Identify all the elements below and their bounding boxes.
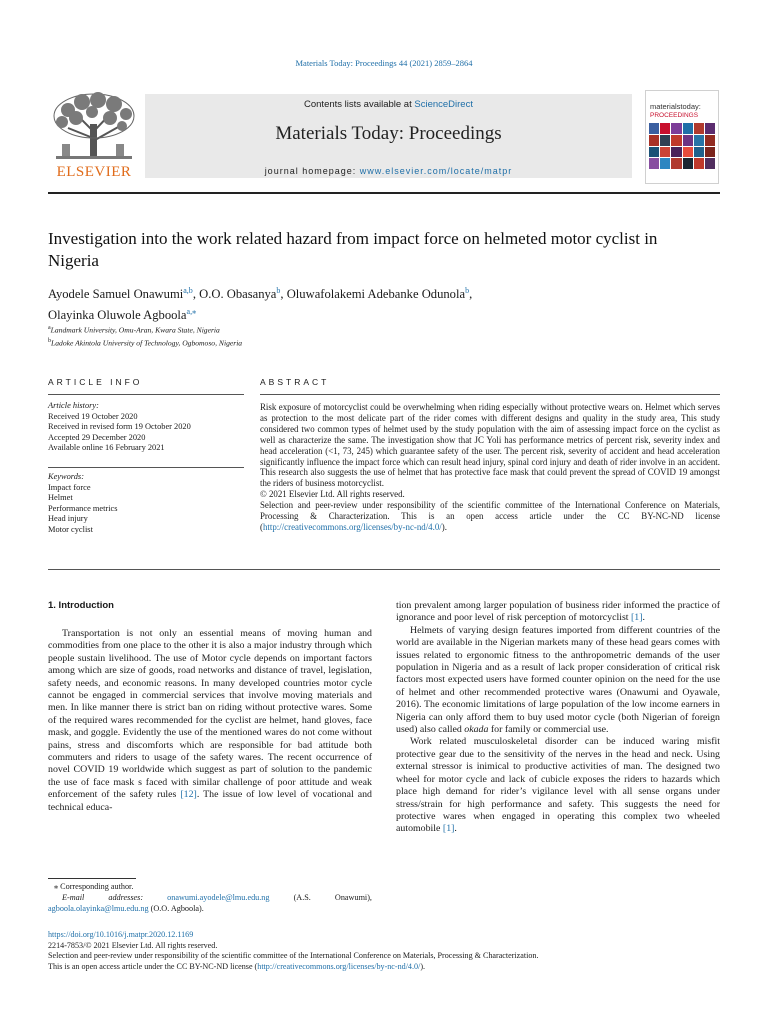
journal-cover-thumbnail[interactable] bbox=[645, 90, 719, 184]
contents-line bbox=[145, 99, 632, 110]
affiliation-line bbox=[48, 336, 648, 349]
author-affiliation-marker[interactable]: a,⁎ bbox=[186, 307, 197, 317]
corresponding-author-note: ⁎ Corresponding author. bbox=[54, 882, 134, 891]
intro-paragraph-continued bbox=[396, 600, 720, 625]
affiliation-line bbox=[48, 323, 648, 336]
author-separator: , bbox=[280, 287, 287, 302]
email-owner: (O.O. Agboola). bbox=[148, 903, 204, 913]
paragraph-text: . bbox=[454, 823, 457, 835]
journal-citation[interactable]: Materials Today: Proceedings 44 (2021) 2859–2864 bbox=[295, 58, 473, 68]
open-access-line bbox=[48, 962, 728, 973]
license-link[interactable]: http://creativecommons.org/licenses/by-nc-nd/4.0/ bbox=[262, 521, 442, 532]
affiliation-text: Ladoke Akintola University of Technology, Ogbomoso, Nigeria bbox=[51, 338, 243, 348]
history-entry: Accepted 29 December 2020 bbox=[48, 432, 146, 442]
email-link-2[interactable]: agboola.olayinka@lmu.edu.ng bbox=[48, 903, 149, 913]
info-rule bbox=[48, 394, 244, 395]
abstract-heading: ABSTRACT bbox=[260, 377, 330, 387]
intro-paragraph-1 bbox=[48, 628, 372, 814]
left-column bbox=[48, 628, 372, 814]
paragraph-text: Helmets of varying design features imported from different countries of the world are available in the Nigerian markets many of these head gears comes with issues related to ergonomic fitness to the anthropometric demands of the user population in Nigeria and as a result of lack proper consideration of critical risk factors most expected users have formed counter opinion on the need for the use of helmet and other recommended protective wares (Onawumi and Oyawale, 2016). The economic limitations of large population of the low income earners in Nigeria can only afford them to buy used motor cycle (both Nigerian of foreign used) also called bbox=[396, 624, 720, 736]
oa-suffix: ). bbox=[420, 962, 426, 972]
history-entry: Received 19 October 2020 bbox=[48, 411, 138, 421]
email-addresses bbox=[48, 893, 372, 915]
journal-header bbox=[48, 90, 720, 186]
paragraph-text: for family or commercial use. bbox=[488, 724, 609, 736]
author-separator: , bbox=[192, 287, 200, 302]
reference-link-1[interactable]: [1] bbox=[631, 612, 643, 624]
article-title: Investigation into the work related hazard from impact force on helmeted motor cyclist in Nigeria bbox=[48, 229, 658, 270]
article-meta-footer bbox=[48, 930, 728, 973]
journal-homepage bbox=[145, 166, 632, 176]
keyword-item: Motor cyclist bbox=[48, 524, 93, 534]
contents-prefix: Contents lists available at bbox=[304, 99, 415, 110]
author-list bbox=[48, 282, 668, 324]
oa-text: This is an open access article under the CC BY-NC-ND license ( bbox=[48, 962, 258, 972]
author-name: Olayinka Oluwole Agboola bbox=[48, 308, 187, 323]
doi-link[interactable]: https://doi.org/10.1016/j.matpr.2020.12.1169 bbox=[48, 930, 194, 939]
author-separator: , bbox=[469, 287, 473, 302]
cover-title: materialstoday: bbox=[650, 102, 701, 111]
footnote-rule bbox=[48, 878, 136, 879]
section-heading: 1. Introduction bbox=[48, 600, 114, 611]
reference-link-1b[interactable]: [1] bbox=[442, 823, 455, 835]
keywords bbox=[48, 472, 244, 536]
paragraph-text: Work related musculoskeletal disorder can be induced waring misfit protective gear due to the sensitivity of the nerves in the head and neck. Using external stressor is inimical to productive activities of man. The designed two wheel for motor cycle and lack of cubicle exposes the riders to hazards which place high demand for rider’s vigilance level with all sense organs under stress/strain for high performance and safety. This suggests the need for protective wares when engaged in operating this complex two wheeled automobile bbox=[396, 736, 720, 835]
email-link-1[interactable]: onawumi.ayodele@lmu.edu.ng bbox=[167, 892, 270, 902]
issn-line: 2214-7853/© 2021 Elsevier Ltd. All rights reserved. bbox=[48, 940, 218, 950]
paragraph-text: . The issue of low level of vocational and technical educa- bbox=[48, 789, 372, 813]
right-column bbox=[396, 600, 720, 836]
abstract-body bbox=[260, 402, 720, 533]
footnotes bbox=[48, 882, 372, 914]
abstract-copyright: © 2021 Elsevier Ltd. All rights reserved. bbox=[260, 489, 405, 500]
email-owner: (A.S. Onawumi), bbox=[269, 892, 372, 902]
header-rule bbox=[48, 192, 720, 194]
paragraph-text: tion prevalent among larger population of business rider informed the practice of ignorance and poor level of risk perception of motorcyclist bbox=[396, 600, 720, 624]
sciencedirect-link[interactable]: ScienceDirect bbox=[414, 99, 473, 110]
author-affiliation-marker[interactable]: b bbox=[276, 286, 281, 295]
author-name: O.O. Obasanya bbox=[199, 287, 277, 302]
keyword-item: Impact force bbox=[48, 482, 91, 492]
history-label: Article history: bbox=[48, 401, 99, 410]
paragraph-text: Transportation is not only an essential means of moving human and commodities from one place to the other it is also a major industry through which people sustain livelihood. The use of Motor cycle depends on important factors among which are size of goods, road networks and distance of travel, legislation, safety needs, and economic reasons. In many developed countries motor cycle cannot be engaged in commercial services that involve moving materials and men. In like manner there is strict ban on riding without protective wares. Some of the required wares recommended for the cyclist are helmet, hand gloves, face mask, and goggle. Evidently the use of the mentioned wares do not come without pains, stress and discomforts which are responsible for bad attitude both commuters and riders to usage of the safety wares. The recent occurrence of novel COVID 19 worldwide which suggest as part of solution to the pandemic the use of face mask s faced with similar challenge of poor attitude and weak enforcement of the safety rules bbox=[48, 628, 372, 801]
abstract-review bbox=[260, 500, 720, 533]
intro-paragraph-3 bbox=[396, 736, 720, 835]
article-history bbox=[48, 401, 244, 454]
history-entry: Received in revised form 19 October 2020 bbox=[48, 422, 191, 432]
review-text: Selection and peer-review under responsibility of the scientific committee of the International Conference on Materials, Processing & Characterization. This is an open access article under the CC BY-NC-ND license ( bbox=[260, 500, 720, 532]
abstract-bottom-rule bbox=[48, 569, 720, 570]
keywords-label: Keywords: bbox=[48, 472, 84, 481]
journal-title: Materials Today: Proceedings bbox=[275, 123, 502, 144]
review-suffix: ). bbox=[441, 521, 447, 532]
keyword-item: Head injury bbox=[48, 514, 88, 524]
article-info-heading: ARTICLE INFO bbox=[48, 377, 143, 387]
abstract-paragraph: Risk exposure of motorcyclist could be overwhelming when riding especially without protective wears on. Helmet which serves as protection to the most delicate part of the rider comes with different designs and quality in the study area, This study considered two common types of helmet used by the study population with the aim of assessing impact force on the cyclist as well as characterize the same. The investigation show that JC Yoli has performance metrics of percent risk, severity index and head acceleration (<1, 73, 245) which guarantee safety of the user. The percent risk, severity of accident and head acceleration significantly influence the impact force which can result head injury, spinal cord injury and death of rider involve in an accident. This research also suggests the use of helmet that has protective face mask that could prevent the spread of COVID 19 amongst the riders of business motorcyclist. bbox=[260, 402, 720, 489]
homepage-link[interactable]: www.elsevier.com/locate/matpr bbox=[359, 166, 513, 176]
affiliations bbox=[48, 323, 648, 348]
cover-mosaic bbox=[649, 123, 715, 169]
keyword-item: Performance metrics bbox=[48, 503, 118, 513]
elsevier-wordmark: ELSEVIER bbox=[56, 164, 132, 180]
paragraph-text: . bbox=[642, 612, 645, 624]
intro-paragraph-2 bbox=[396, 625, 720, 737]
history-entry: Available online 16 February 2021 bbox=[48, 443, 165, 453]
author-name: Ayodele Samuel Onawumi bbox=[48, 287, 184, 302]
affiliation-marker: a bbox=[48, 325, 51, 331]
journal-masthead bbox=[145, 94, 632, 178]
email-label: E-mail addresses: bbox=[62, 892, 168, 902]
author-name: Oluwafolakemi Adebanke Odunola bbox=[286, 287, 466, 302]
author-affiliation-marker[interactable]: a,b bbox=[183, 286, 193, 295]
cover-subtitle: PROCEEDINGS bbox=[650, 112, 699, 119]
homepage-prefix: journal homepage: bbox=[264, 166, 360, 176]
affiliation-marker: b bbox=[48, 337, 51, 344]
keywords-rule bbox=[48, 467, 244, 468]
keyword-item: Helmet bbox=[48, 493, 73, 503]
emphasis-term: okada bbox=[464, 724, 489, 736]
reference-link-12[interactable]: [12] bbox=[180, 789, 197, 801]
peer-review-line: Selection and peer-review under responsibility of the scientific committee of the International Conference on Materials, Processing & Characterization. bbox=[48, 951, 539, 961]
author-affiliation-marker[interactable]: b bbox=[465, 286, 470, 295]
oa-license-link[interactable]: http://creativecommons.org/licenses/by-nc-nd/4.0/ bbox=[257, 962, 421, 972]
abstract-rule bbox=[260, 394, 720, 395]
affiliation-text: Landmark University, Omu-Aran, Kwara State, Nigeria bbox=[50, 325, 220, 335]
